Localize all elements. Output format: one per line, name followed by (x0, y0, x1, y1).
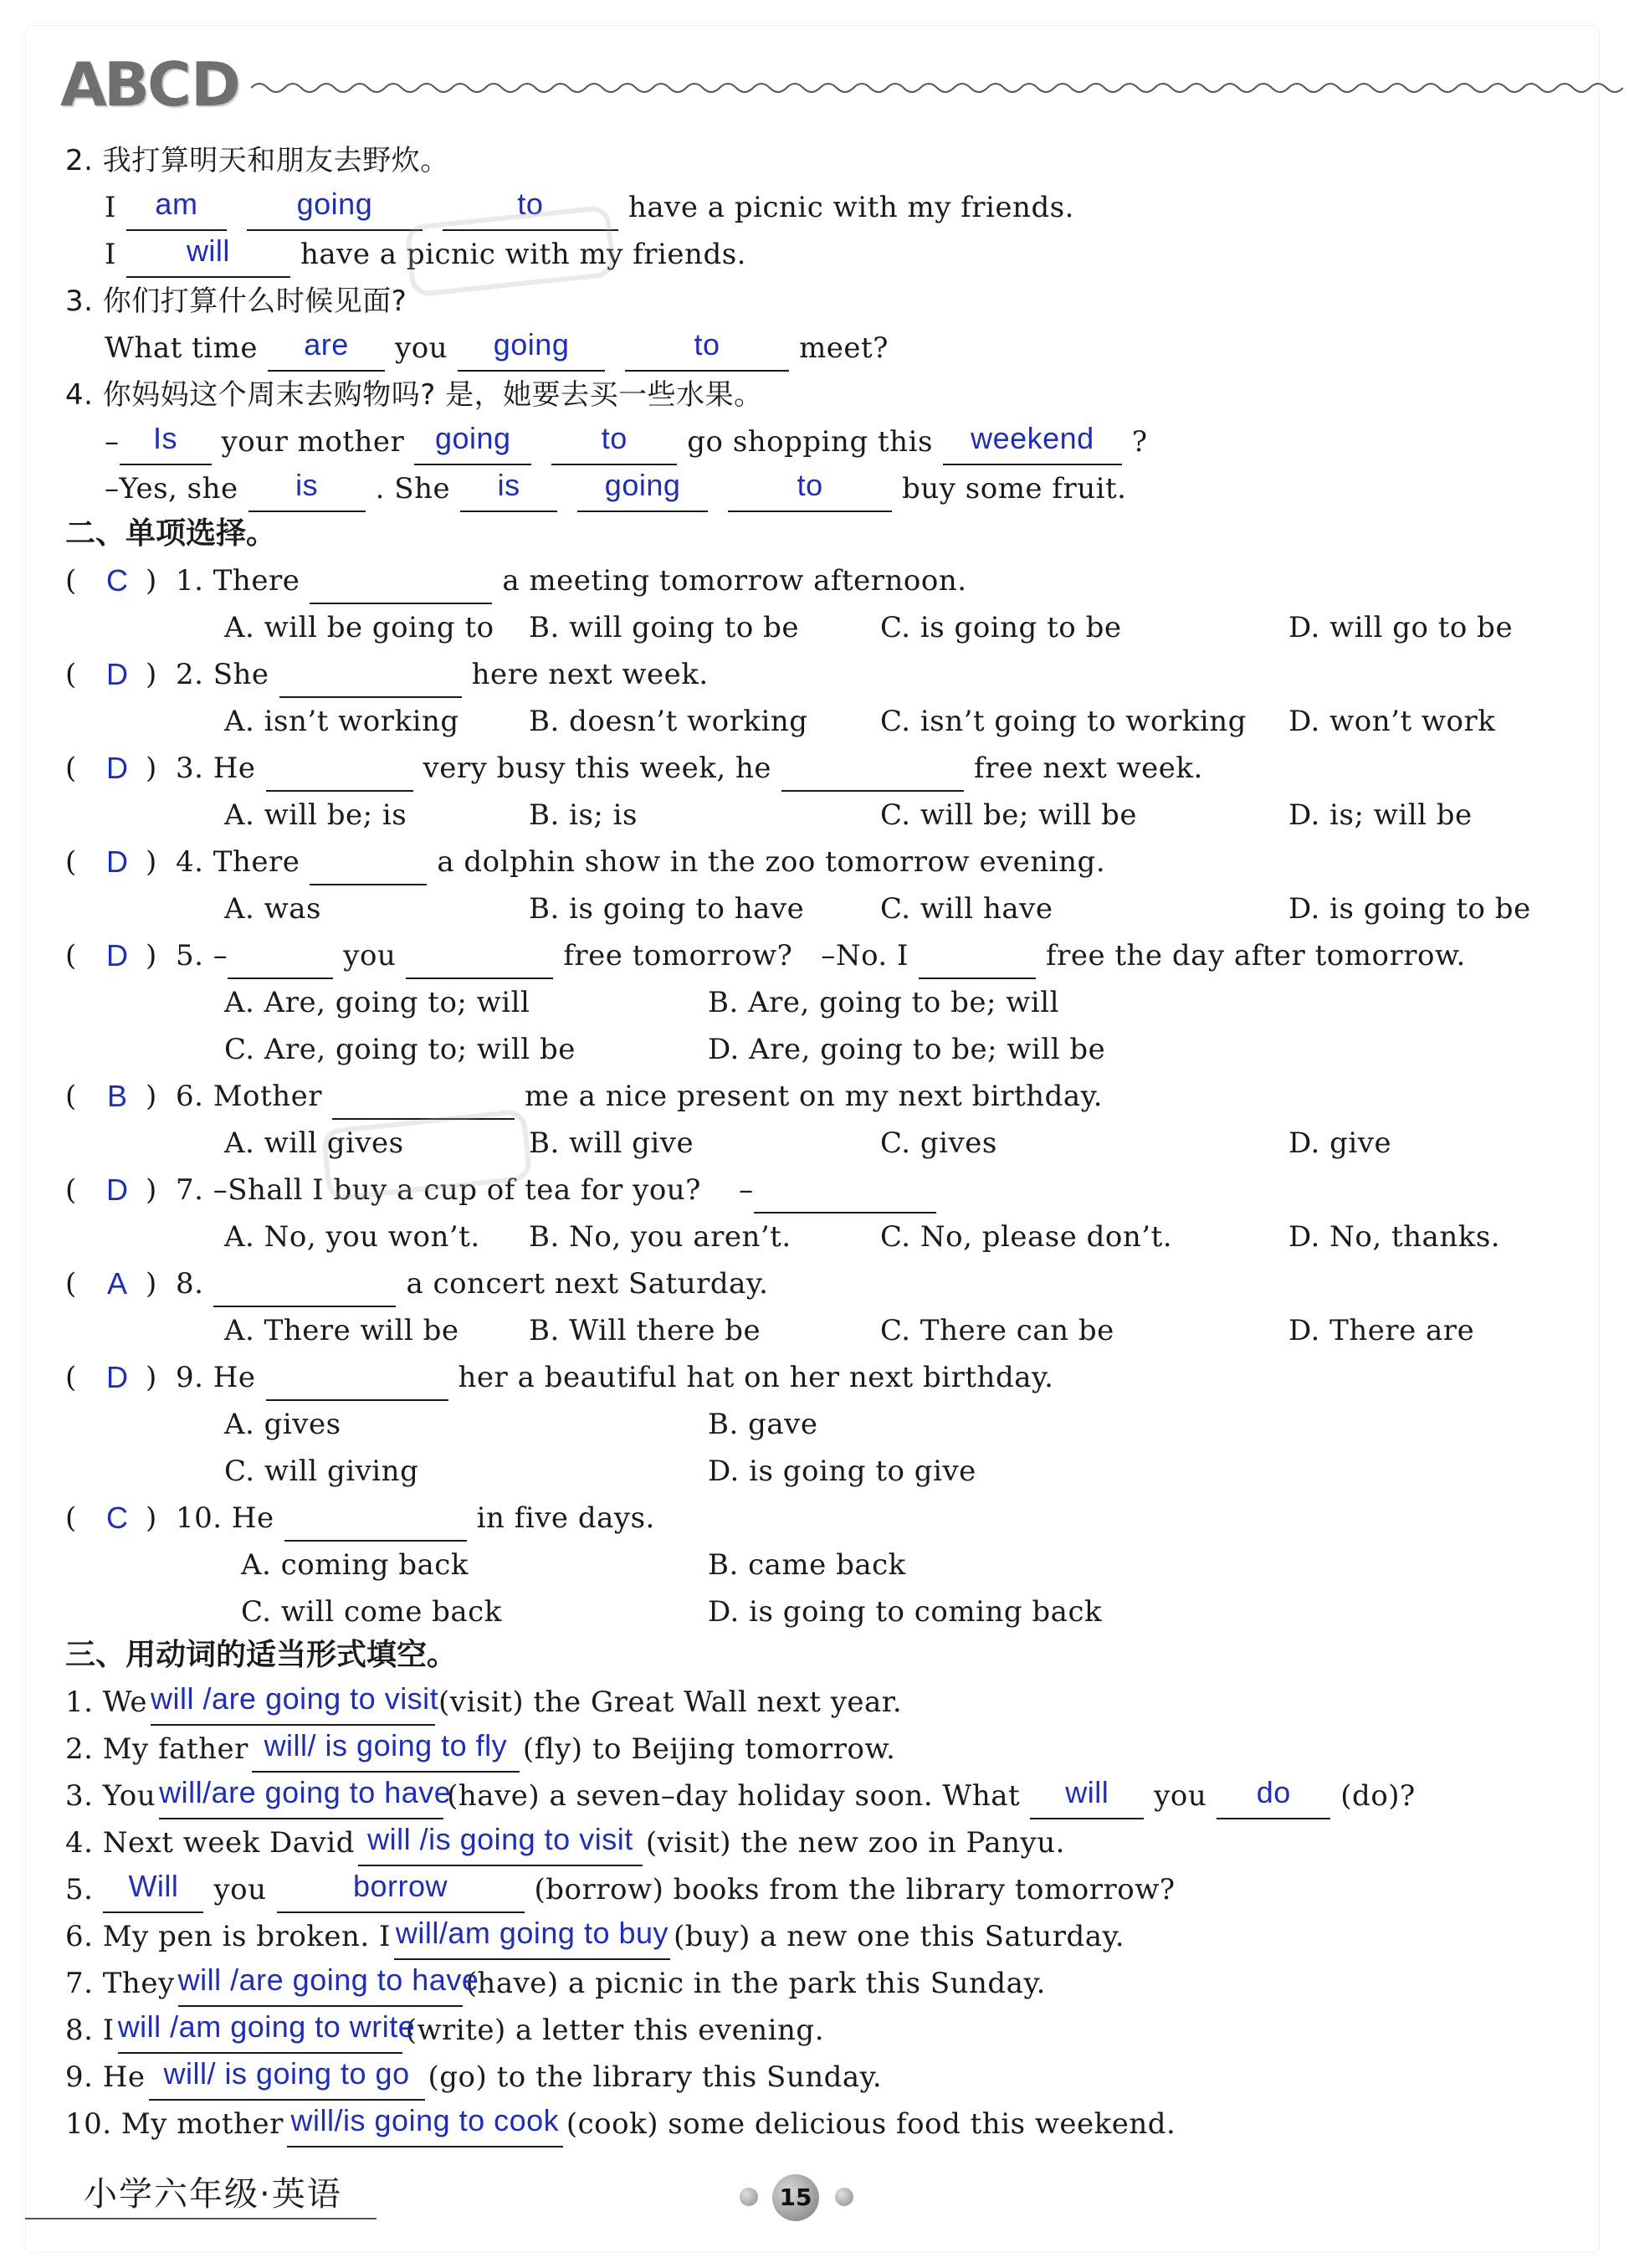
item-text: (do)? (1340, 1779, 1416, 1813)
mc-question-1 (176, 557, 967, 604)
answer-blank[interactable] (577, 468, 708, 512)
option-a[interactable]: A. isn’t working (224, 705, 459, 738)
answer-blank[interactable] (149, 2056, 425, 2101)
item-text: (cook) some delicious food this weekend. (566, 2107, 1176, 2141)
item-text: you (213, 1873, 267, 1906)
mc-answer: D (106, 844, 128, 879)
logo-letter-a: A (60, 49, 107, 120)
item-text: 8. I (65, 2014, 115, 2047)
answer-blank[interactable] (310, 847, 427, 885)
answer-blank[interactable] (460, 468, 557, 512)
question-text: –No. I (821, 939, 909, 972)
page-dot-right (835, 2188, 853, 2206)
answer: is (497, 468, 520, 502)
option-a[interactable]: A. No, you won’t. (224, 1220, 480, 1254)
answer: going (493, 327, 570, 362)
answer: will/is going to cook (290, 2103, 560, 2137)
line-text: meet? (799, 331, 889, 365)
answer-paren: ( D ) (65, 839, 174, 885)
answer: will/ is going to fly (264, 1728, 508, 1763)
answer-paren: ( C ) (65, 1495, 174, 1542)
item-text: (have) a picnic in the park this Sunday. (465, 1967, 1046, 2000)
question-text: her a beautiful hat on her next birthday. (458, 1361, 1054, 1394)
answer-blank[interactable] (1217, 1775, 1330, 1819)
footer-underline (25, 2218, 377, 2219)
answer: am (155, 187, 198, 221)
answer-paren: ( D ) (65, 651, 174, 698)
item-text: (write) a letter this evening. (405, 2014, 825, 2047)
answer: to (601, 421, 628, 455)
translation-q3-line1 (105, 325, 889, 372)
answer-blank[interactable] (252, 1728, 520, 1773)
answer: weekend (971, 421, 1094, 455)
question-text: free tomorrow? (563, 939, 793, 972)
option-b[interactable]: B. No, you aren’t. (529, 1220, 791, 1254)
mc-question-4 (176, 839, 1105, 885)
answer-paren: ( B ) (65, 1073, 174, 1120)
fill-item-8 (65, 2007, 824, 2054)
option-d[interactable]: D. No, thanks. (1288, 1220, 1501, 1254)
mc-answer: D (106, 657, 128, 691)
mc-answer: D (106, 1172, 128, 1207)
answer: going (434, 421, 511, 455)
answer-blank[interactable] (126, 187, 227, 231)
item-text: you (1154, 1779, 1207, 1813)
option-c[interactable]: C. Are, going to; will be (224, 1033, 576, 1066)
answer-blank[interactable] (919, 941, 1036, 979)
line-text: . She (375, 472, 451, 505)
option-c[interactable]: C. will come back (241, 1595, 502, 1629)
question-text: 5. – (176, 939, 228, 972)
answer: will/ is going to go (163, 2056, 410, 2091)
question-text: 4. There (176, 845, 300, 879)
answer: will /are going to have (177, 1963, 479, 1997)
mc-answer: A (106, 1266, 127, 1301)
line-text: What time (105, 331, 258, 365)
question-text: 6. Mother (176, 1080, 322, 1113)
question-text: in five days. (476, 1501, 655, 1535)
answer-blank[interactable] (458, 327, 605, 372)
option-c[interactable]: C. will have (880, 892, 1053, 926)
answer-blank[interactable] (159, 1775, 452, 1819)
answer-blank[interactable] (728, 468, 892, 512)
answer-blank[interactable] (394, 1916, 670, 1960)
option-a[interactable]: A. will be going to (224, 611, 494, 644)
mc-question-10 (176, 1495, 655, 1542)
answer-blank[interactable] (284, 1503, 467, 1542)
answer-blank[interactable] (754, 1175, 936, 1214)
option-b[interactable]: B. doesn’t working (529, 705, 808, 738)
fill-item-4 (65, 1819, 1065, 1866)
answer: will /am going to write (117, 2009, 416, 2044)
question-text: 1. There (176, 564, 300, 598)
option-b[interactable]: B. will give (529, 1126, 694, 1160)
option-b[interactable]: B. is; is (529, 798, 638, 832)
mc-question-3 (176, 745, 1203, 792)
item-text: (buy) a new one this Saturday. (673, 1920, 1125, 1953)
page-dot-left (740, 2188, 758, 2206)
mc-question-2 (176, 651, 709, 698)
question-text: 8. (176, 1267, 204, 1301)
answer-blank[interactable] (310, 566, 492, 604)
line-text: ? (1131, 425, 1148, 459)
mc-question-8 (176, 1260, 768, 1307)
question-text: 9. He (176, 1361, 256, 1394)
answer: Is (152, 421, 177, 455)
line-text: have a picnic with my friends. (628, 191, 1074, 224)
option-d[interactable]: D. will go to be (1288, 611, 1514, 644)
option-a[interactable]: A. gives (224, 1408, 341, 1441)
option-d[interactable]: D. won’t work (1288, 705, 1496, 738)
watermark-shape (318, 1105, 535, 1205)
question-text: – (739, 1173, 754, 1207)
option-a[interactable]: A. There will be (224, 1314, 459, 1347)
logo-letter-d: D (191, 49, 241, 120)
section3-title: 三、用动词的适当形式填空。 (65, 1638, 458, 1672)
option-c[interactable]: C. No, please don’t. (880, 1220, 1173, 1254)
answer-paren: ( D ) (65, 1167, 174, 1214)
item-text: 5. (65, 1873, 94, 1906)
fill-item-6 (65, 1913, 1124, 1960)
option-b[interactable]: B. Will there be (529, 1314, 761, 1347)
line-text: –Yes, she (105, 472, 238, 505)
answer-blank[interactable] (151, 1681, 439, 1726)
line-text: you (394, 331, 448, 365)
question-text: 3. He (176, 752, 256, 785)
header-wavy-line (251, 75, 1623, 100)
option-c[interactable]: C. will be; will be (880, 798, 1138, 832)
item-text: 3. You (65, 1779, 156, 1813)
answer-blank[interactable] (943, 421, 1122, 465)
answer: will/are going to have (159, 1775, 452, 1809)
option-b[interactable]: B. will going to be (529, 611, 800, 644)
answer-blank[interactable] (228, 941, 333, 979)
answer-blank[interactable] (266, 753, 413, 792)
answer-blank[interactable] (277, 1869, 525, 1913)
logo-letter-c: C (147, 49, 192, 120)
line-text: go shopping this (687, 425, 933, 459)
line-text: have a picnic with my friends. (300, 238, 746, 271)
translation-q3-prompt: 3. 你们打算什么时候见面? (65, 285, 407, 318)
translation-q4-prompt: 4. 你妈妈这个周末去购物吗? 是，她要去买一些水果。 (65, 378, 763, 412)
fill-item-10 (65, 2101, 1176, 2147)
answer-paren: ( D ) (65, 1354, 174, 1401)
question-text: free the day after tomorrow. (1045, 939, 1466, 972)
answer: going (296, 187, 373, 221)
page-number: 15 (772, 2174, 819, 2221)
mc-question-5 (176, 932, 1466, 979)
answer-blank[interactable] (625, 327, 789, 372)
answer-paren: ( D ) (65, 932, 174, 979)
translation-q4-line2 (105, 465, 1126, 512)
item-text: 2. My father (65, 1732, 248, 1766)
option-d[interactable]: D. give (1288, 1126, 1392, 1160)
translation-q4-line1 (105, 418, 1148, 465)
mc-answer: D (106, 751, 128, 785)
answer-blank[interactable] (126, 233, 290, 278)
option-d[interactable]: D. is; will be (1288, 798, 1473, 832)
answer-blank[interactable] (103, 1869, 203, 1913)
option-b[interactable]: B. gave (708, 1408, 818, 1441)
answer: is (295, 468, 319, 502)
answer: borrow (353, 1869, 448, 1903)
item-text: (visit) the Great Wall next year. (438, 1686, 903, 1719)
item-text: 10. My mother (65, 2107, 284, 2141)
fill-item-5 (65, 1866, 1176, 1913)
line-text: – (105, 425, 120, 459)
fill-item-7 (65, 1960, 1046, 2007)
logo-letter-b: B (104, 49, 150, 120)
option-c[interactable]: C. There can be (880, 1314, 1114, 1347)
answer-paren: ( C ) (65, 557, 174, 604)
answer-blank[interactable] (268, 327, 385, 372)
answer-blank[interactable] (120, 421, 212, 465)
answer: going (604, 468, 681, 502)
answer: to (797, 468, 823, 502)
answer-blank[interactable] (117, 2009, 416, 2054)
option-a[interactable]: A. will gives (224, 1126, 404, 1160)
item-text: 7. They (65, 1967, 175, 2000)
mc-answer: C (106, 563, 128, 598)
item-text: 4. Next week David (65, 1826, 355, 1860)
answer: will /are going to visit (151, 1681, 439, 1716)
item-text: (have) a seven–day holiday soon. What (447, 1779, 1021, 1813)
line-text: your mother (221, 425, 405, 459)
item-text: (go) to the library this Sunday. (428, 2060, 883, 2094)
mc-question-9 (176, 1354, 1054, 1401)
option-c[interactable]: C. isn’t going to working (880, 705, 1247, 738)
watermark-shape (402, 201, 619, 301)
answer-blank[interactable] (266, 1362, 448, 1401)
option-d[interactable]: D. Are, going to be; will be (708, 1033, 1106, 1066)
option-d[interactable]: D. is going to give (708, 1455, 976, 1488)
mc-answer: D (106, 938, 128, 972)
option-a[interactable]: A. Are, going to; will (224, 986, 530, 1019)
answer: are (304, 327, 349, 362)
answer: Will (128, 1869, 179, 1903)
mc-answer: B (106, 1079, 127, 1113)
fill-item-2 (65, 1726, 895, 1773)
option-b[interactable]: B. Are, going to be; will (708, 986, 1060, 1019)
option-c[interactable]: C. will giving (224, 1455, 419, 1488)
option-d[interactable]: D. is going to be (1288, 892, 1531, 926)
answer-blank[interactable] (247, 187, 423, 231)
abcd-logo (60, 49, 244, 120)
answer-paren: ( D ) (65, 745, 174, 792)
answer-blank[interactable] (358, 1822, 643, 1866)
answer-blank[interactable] (781, 753, 964, 792)
option-c[interactable]: C. gives (880, 1126, 997, 1160)
option-a[interactable]: A. coming back (241, 1548, 469, 1582)
answer-blank[interactable] (551, 421, 677, 465)
answer: to (517, 187, 544, 221)
answer-blank[interactable] (1030, 1775, 1144, 1819)
question-text: 7. –Shall I buy a cup of tea for you? (176, 1173, 701, 1207)
footer-grade-subject: 小学六年级·英语 (84, 2175, 342, 2214)
answer: to (694, 327, 720, 362)
line-text: buy some fruit. (902, 472, 1127, 505)
answer: will (186, 233, 230, 268)
question-text: free next week. (974, 752, 1203, 785)
line-text: I (105, 238, 116, 271)
question-text: a dolphin show in the zoo tomorrow evening. (437, 845, 1106, 879)
answer-blank[interactable] (279, 659, 462, 698)
mc-answer: D (106, 1360, 128, 1394)
mc-question-6 (176, 1073, 1103, 1120)
question-text: a meeting tomorrow afternoon. (502, 564, 967, 598)
answer-blank[interactable] (213, 1269, 396, 1307)
option-b[interactable]: B. is going to have (529, 892, 805, 926)
answer: will/am going to buy (395, 1916, 669, 1950)
option-d[interactable]: D. There are (1288, 1314, 1475, 1347)
item-text: 6. My pen is broken. I (65, 1920, 391, 1953)
question-text: me a nice present on my next birthday. (524, 1080, 1104, 1113)
item-text: 9. He (65, 2060, 146, 2094)
answer-blank[interactable] (406, 941, 553, 979)
mc-question-7 (176, 1167, 946, 1214)
answer-paren: ( A ) (65, 1260, 174, 1307)
option-d[interactable]: D. is going to coming back (708, 1595, 1103, 1629)
fill-item-1 (65, 1679, 902, 1726)
item-text: (borrow) books from the library tomorrow? (534, 1873, 1176, 1906)
answer: will (1065, 1775, 1109, 1809)
answer-blank[interactable] (177, 1963, 479, 2007)
item-text: (visit) the new zoo in Panyu. (645, 1826, 1065, 1860)
option-b[interactable]: B. came back (708, 1548, 906, 1582)
option-a[interactable]: A. was (224, 892, 321, 926)
question-text: 10. He (176, 1501, 274, 1535)
question-text: you (343, 939, 397, 972)
fill-item-9 (65, 2054, 882, 2101)
fill-item-3 (65, 1773, 1416, 1819)
line-text: I (105, 191, 116, 224)
question-text: 2. She (176, 658, 269, 691)
item-text: (fly) to Beijing tomorrow. (522, 1732, 896, 1766)
question-text: very busy this week, he (423, 752, 772, 785)
item-text: 1. We (65, 1686, 148, 1719)
question-text: a concert next Saturday. (406, 1267, 769, 1301)
answer: will /is going to visit (367, 1822, 633, 1856)
translation-q2-prompt: 2. 我打算明天和朋友去野炊。 (65, 144, 449, 177)
answer-blank[interactable] (248, 468, 366, 512)
answer: do (1256, 1775, 1291, 1809)
mc-answer: C (106, 1501, 128, 1535)
option-a[interactable]: A. will be; is (224, 798, 407, 832)
option-c[interactable]: C. is going to be (880, 611, 1122, 644)
answer-blank[interactable] (287, 2103, 563, 2147)
answer-blank[interactable] (414, 421, 531, 465)
section2-title: 二、单项选择。 (65, 516, 277, 551)
question-text: here next week. (471, 658, 709, 691)
